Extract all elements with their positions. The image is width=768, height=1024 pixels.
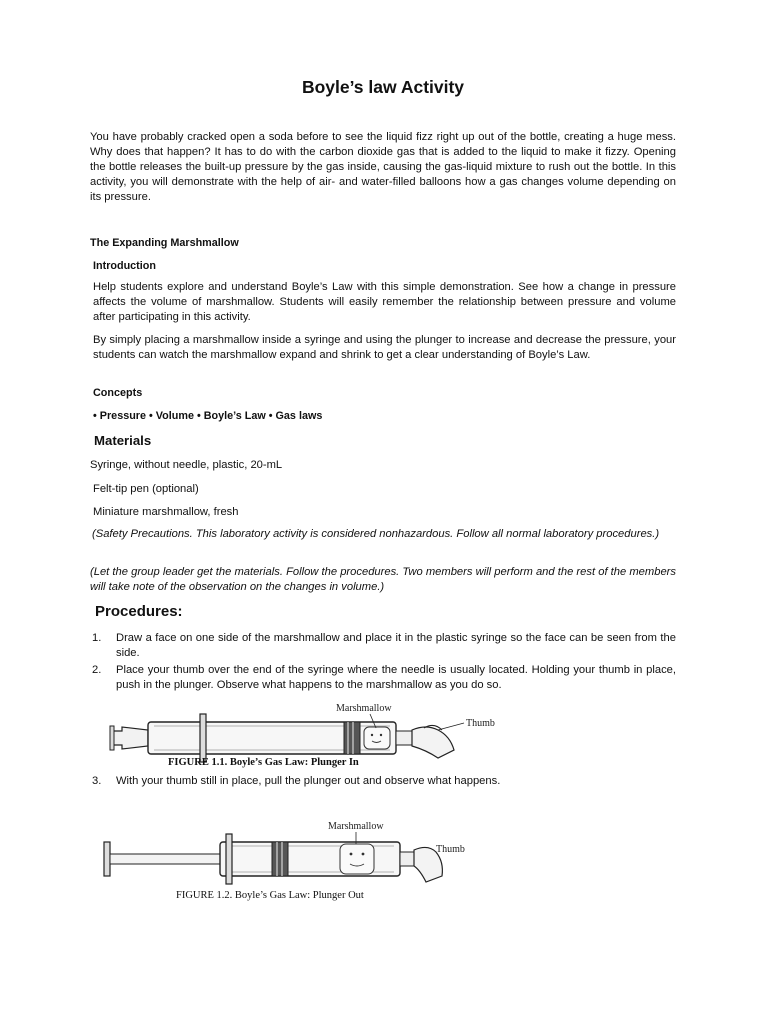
introduction-paragraph-1: Help students explore and understand Boyle’s Law with this simple demonstration. See how a change in pressure affects the volume of marshmallow. Students will easily remember the relationship between pressure and volume after participating in this activity.: [93, 281, 676, 323]
materials-heading: Materials: [94, 433, 152, 448]
step-text: With your thumb still in place, pull the plunger out and observe what happens.: [116, 775, 501, 787]
material-item: Felt-tip pen (optional): [93, 483, 199, 495]
concepts-heading: Concepts: [93, 387, 143, 399]
step-number: 1.: [92, 632, 102, 644]
figure-syringe-plunger-in: [108, 700, 528, 768]
intro-paragraph: You have probably cracked open a soda before to see the liquid fizz right up out of the bottle, creating a huge mess. Why does that happen? It has to do with the carbon dioxide gas that is added to the liquid to make it fizzy. Opening the bottle releases the built-up pressure by the gas inside, causing the gas-liquid mixture to rush out the bottle. In this activity, you will demonstrate with the help of air- and water-filled balloons how a gas changes volume depending on its pressure.: [90, 131, 676, 203]
figure-syringe-plunger-out: [100, 816, 520, 908]
step-text: Draw a face on one side of the marshmallow and place it in the plastic syringe so the face can be seen from the side.: [116, 632, 676, 659]
procedure-step: [90, 663, 676, 693]
material-item: Syringe, without needle, plastic, 20-mL: [90, 459, 283, 471]
step-number: 3.: [92, 775, 102, 787]
introduction-heading: Introduction: [93, 260, 156, 272]
figure1-thumb-label: Thumb: [466, 718, 495, 729]
figure2-caption: FIGURE 1.2. Boyle’s Gas Law: Plunger Out: [176, 890, 364, 901]
safety-note: (Safety Precautions. This laboratory activity is considered nonhazardous. Follow all normal laboratory procedures.): [92, 528, 660, 540]
figure2-marshmallow-label: Marshmallow: [328, 821, 384, 832]
procedure-steps: [90, 631, 676, 695]
page-title: Boyle’s law Activity: [301, 77, 465, 97]
figure1-marshmallow-label: Marshmallow: [336, 703, 392, 714]
procedure-step: [90, 774, 676, 789]
section-title: The Expanding Marshmallow: [90, 237, 239, 249]
step-number: 2.: [92, 664, 102, 676]
material-item: Miniature marshmallow, fresh: [93, 506, 239, 518]
group-note: (Let the group leader get the materials. Follow the procedures. Two members will perform and the rest of the members will take note of the observation on the changes in volume.): [90, 566, 676, 593]
procedure-steps-continued: [90, 774, 676, 791]
procedure-step: [90, 631, 676, 661]
figure2-thumb-label: Thumb: [436, 844, 465, 855]
figure1-caption: FIGURE 1.1. Boyle’s Gas Law: Plunger In: [168, 757, 359, 768]
concepts-list: • Pressure • Volume • Boyle’s Law • Gas laws: [93, 410, 323, 422]
step-text: Place your thumb over the end of the syringe where the needle is usually located. Holding your thumb in place, push in the plunger. Observe what happens to the marshmallow as you do so.: [116, 664, 676, 691]
procedures-heading: Procedures:: [95, 603, 183, 620]
introduction-paragraph-2: By simply placing a marshmallow inside a syringe and using the plunger to increase and decrease the pressure, your students can watch the marshmallow expand and shrink to get a clear understanding of Boyle’s Law.: [93, 334, 676, 361]
